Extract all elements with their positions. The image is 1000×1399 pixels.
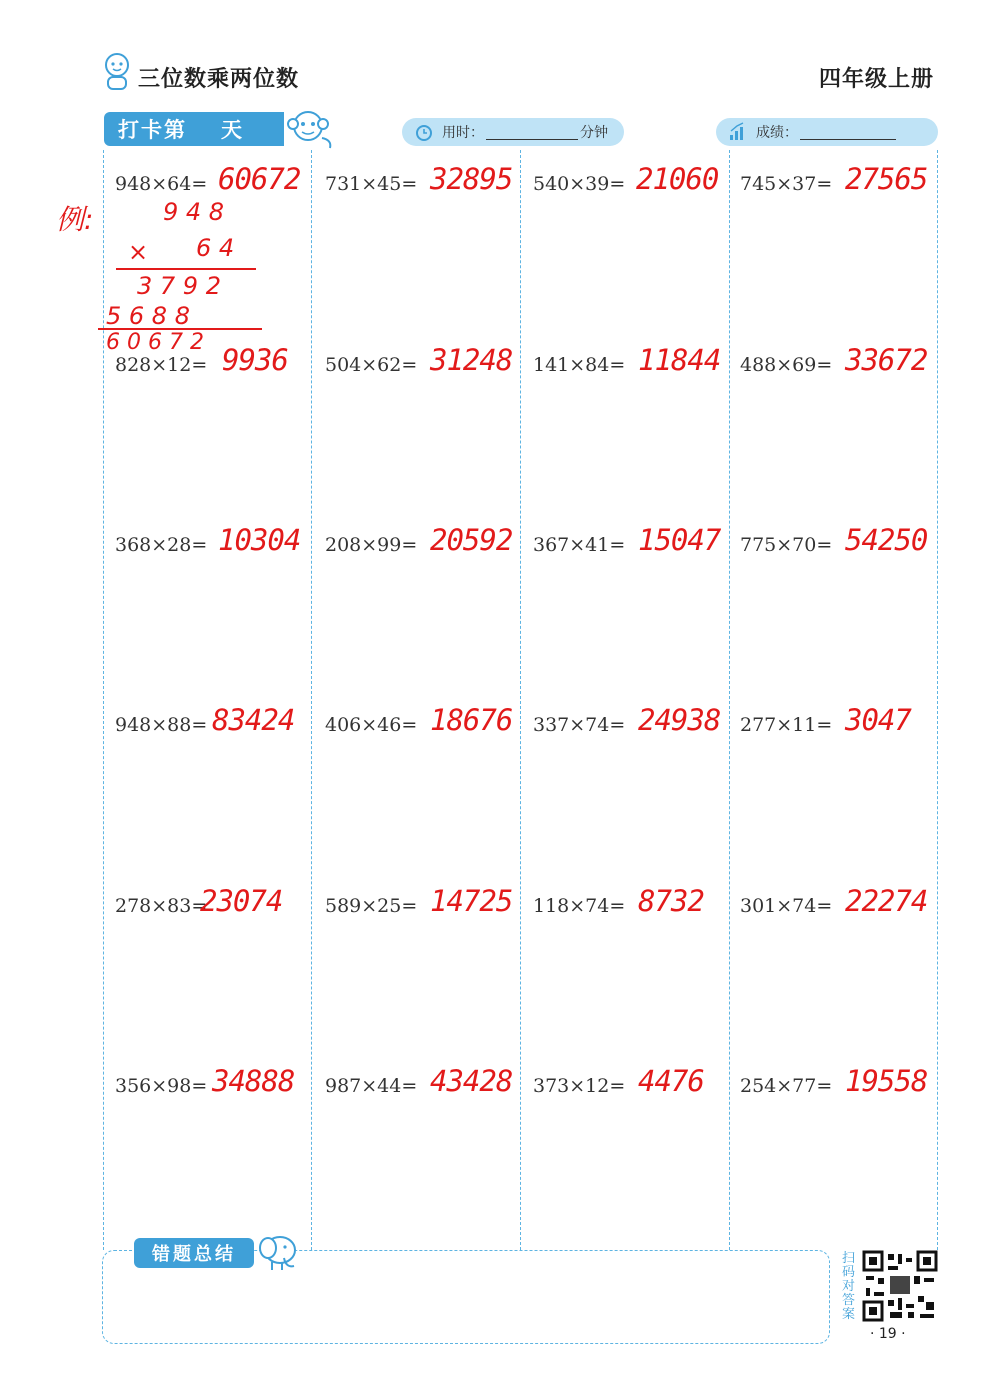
checkin-banner <box>104 112 284 146</box>
example-multiplier: 6 4 <box>196 234 235 262</box>
problem-r4-c1: 589×25= <box>325 895 418 917</box>
problem-r2-c3: 775×70= <box>740 534 833 556</box>
answer-r4-c3: 22274 <box>845 884 928 918</box>
scan-for-answers-label: 扫码对答案 <box>842 1251 856 1322</box>
problem-r3-c0: 948×88= <box>115 714 208 736</box>
problem-r4-c3: 301×74= <box>740 895 833 917</box>
example-times-sign: × <box>128 238 149 266</box>
mistake-summary-label: 错题总结 <box>134 1238 254 1268</box>
answer-r1-c3: 33672 <box>845 343 928 377</box>
problem-r0-c1: 731×45= <box>325 173 418 195</box>
problem-r2-c0: 368×28= <box>115 534 208 556</box>
answer-r5-c1: 43428 <box>430 1064 513 1098</box>
problem-r2-c1: 208×99= <box>325 534 418 556</box>
problem-r0-c2: 540×39= <box>533 173 626 195</box>
lion-logo-icon <box>100 52 134 92</box>
problem-r1-c2: 141×84= <box>533 354 626 376</box>
problem-r4-c2: 118×74= <box>533 895 626 917</box>
answer-r3-c2: 24938 <box>638 703 721 737</box>
score-label: 成绩： <box>756 125 798 141</box>
time-field <box>402 118 624 146</box>
score-input-line[interactable] <box>800 125 896 140</box>
problem-r5-c0: 356×98= <box>115 1075 208 1097</box>
answer-r0-c2: 21060 <box>636 162 719 196</box>
answer-r5-c0: 34888 <box>212 1064 295 1098</box>
answer-r4-c2: 8732 <box>638 884 704 918</box>
problem-r5-c2: 373×12= <box>533 1075 626 1097</box>
grade-label: 四年级上册 <box>818 67 934 92</box>
column-divider <box>311 150 312 1250</box>
problem-r3-c3: 277×11= <box>740 714 833 736</box>
checkin-label: 打卡第 <box>118 118 187 142</box>
answer-r0-c1: 32895 <box>430 162 513 196</box>
page-number: · 19 · <box>870 1326 906 1342</box>
answer-r0-c0: 60672 <box>218 162 301 196</box>
monkey-icon <box>284 104 336 152</box>
checkin-day-unit: 天 <box>221 118 244 142</box>
problem-r0-c0: 948×64= <box>115 173 208 195</box>
column-divider <box>729 150 730 1250</box>
problem-r1-c3: 488×69= <box>740 354 833 376</box>
problem-r5-c3: 254×77= <box>740 1075 833 1097</box>
problem-r1-c1: 504×62= <box>325 354 418 376</box>
score-field <box>716 118 938 146</box>
example-partial2: 5 6 8 8 <box>106 302 190 330</box>
example-rule <box>116 268 256 270</box>
score-chart-icon <box>728 122 748 142</box>
answer-r2-c0: 10304 <box>218 523 301 557</box>
example-multiplicand: 9 4 8 <box>163 198 225 226</box>
column-divider <box>520 150 521 1250</box>
answer-r3-c3: 3047 <box>845 703 911 737</box>
answer-r5-c3: 19558 <box>845 1064 928 1098</box>
answer-r1-c0: 9936 <box>222 343 288 377</box>
time-label: 用时： <box>442 125 484 141</box>
problem-r2-c2: 367×41= <box>533 534 626 556</box>
example-partial1: 3 7 9 2 <box>137 272 221 300</box>
answer-r2-c3: 54250 <box>845 523 928 557</box>
problem-r0-c3: 745×37= <box>740 173 833 195</box>
time-input-line[interactable] <box>486 125 578 140</box>
time-unit: 分钟 <box>580 125 608 141</box>
answer-r2-c2: 15047 <box>638 523 721 557</box>
answer-r1-c2: 11844 <box>638 343 721 377</box>
answer-r3-c0: 83424 <box>212 703 295 737</box>
answer-r4-c0: 23074 <box>200 884 283 918</box>
problem-r5-c1: 987×44= <box>325 1075 418 1097</box>
answer-r0-c3: 27565 <box>845 162 928 196</box>
problem-r3-c2: 337×74= <box>533 714 626 736</box>
answer-r1-c1: 31248 <box>430 343 513 377</box>
answer-r2-c1: 20592 <box>430 523 513 557</box>
problem-r1-c0: 828×12= <box>115 354 208 376</box>
answer-r4-c1: 14725 <box>430 884 513 918</box>
example-label: 例: <box>56 203 94 236</box>
qr-code-icon[interactable] <box>862 1250 938 1322</box>
problem-r3-c1: 406×46= <box>325 714 418 736</box>
elephant-icon <box>254 1230 302 1272</box>
answer-r5-c2: 4476 <box>638 1064 704 1098</box>
problem-r4-c0: 278×83= <box>115 895 208 917</box>
answer-r3-c1: 18676 <box>430 703 513 737</box>
clock-icon <box>414 122 434 142</box>
page-title: 三位数乘两位数 <box>138 67 300 92</box>
example-result: 6 0 6 7 2 <box>106 330 204 355</box>
